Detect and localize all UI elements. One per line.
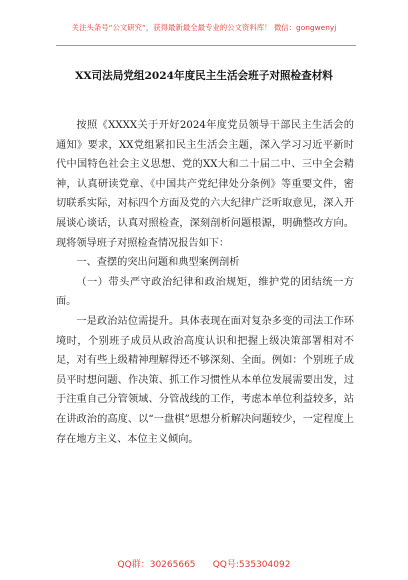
document-title: XX司法局党组2024年度民主生活会班子对照检查材料: [75, 70, 333, 82]
footer-contacts: QQ群：30265665 QQ号:535304092: [117, 560, 291, 570]
document-body: [56, 116, 354, 449]
section-heading: 一、查摆的突出问题和典型案例剖析: [76, 257, 240, 269]
intro-paragraph: 按照《XXXX关于开好2024年度党员领导干部民主生活会的通知》要求，XX党组紧扣民主生活会主题，深入学习习近平新时代中国特色社会主义思想、党的XX大和二十届二中、三中全会精神，认真研读党章、《中国共产党纪律处分条例》等重要文件，密切联系实际，对标四个方面及党的六大纪律广泛听取意见，深入开展谈心谈话，认真对照检查，深刻剖析问题根源，明确整改方向。现将领导班子对照检查情况报告如下：: [56, 120, 354, 249]
header-divider: [56, 45, 356, 46]
body-paragraph: 一是政治站位需提升。具体表现在面对复杂多变的司法工作环境时，个别班子成员从政治高度认识和把握上级决策部署相对不足，对有些上级精神理解得还不够深刻、全面。例如：个别班子成员平时想问题、作决策、抓工作习惯性从本单位发展需要出发，过于注重自己分管领域、分管战线的工作，考虑本单位利益较多，站在讲政治的高度、以“一盘棋”思想分析解决问题较少，一定程度上存在地方主义、本位主义倾向。: [56, 315, 354, 445]
subsection-heading: （一）带头严守政治纪律和政治规矩，维护党的团结统一方面。: [56, 276, 354, 308]
header-note: 关注头条号“公文研究”，获得最新最全最专业的公文资料库！ 微信：gongwenyj: [71, 23, 337, 32]
